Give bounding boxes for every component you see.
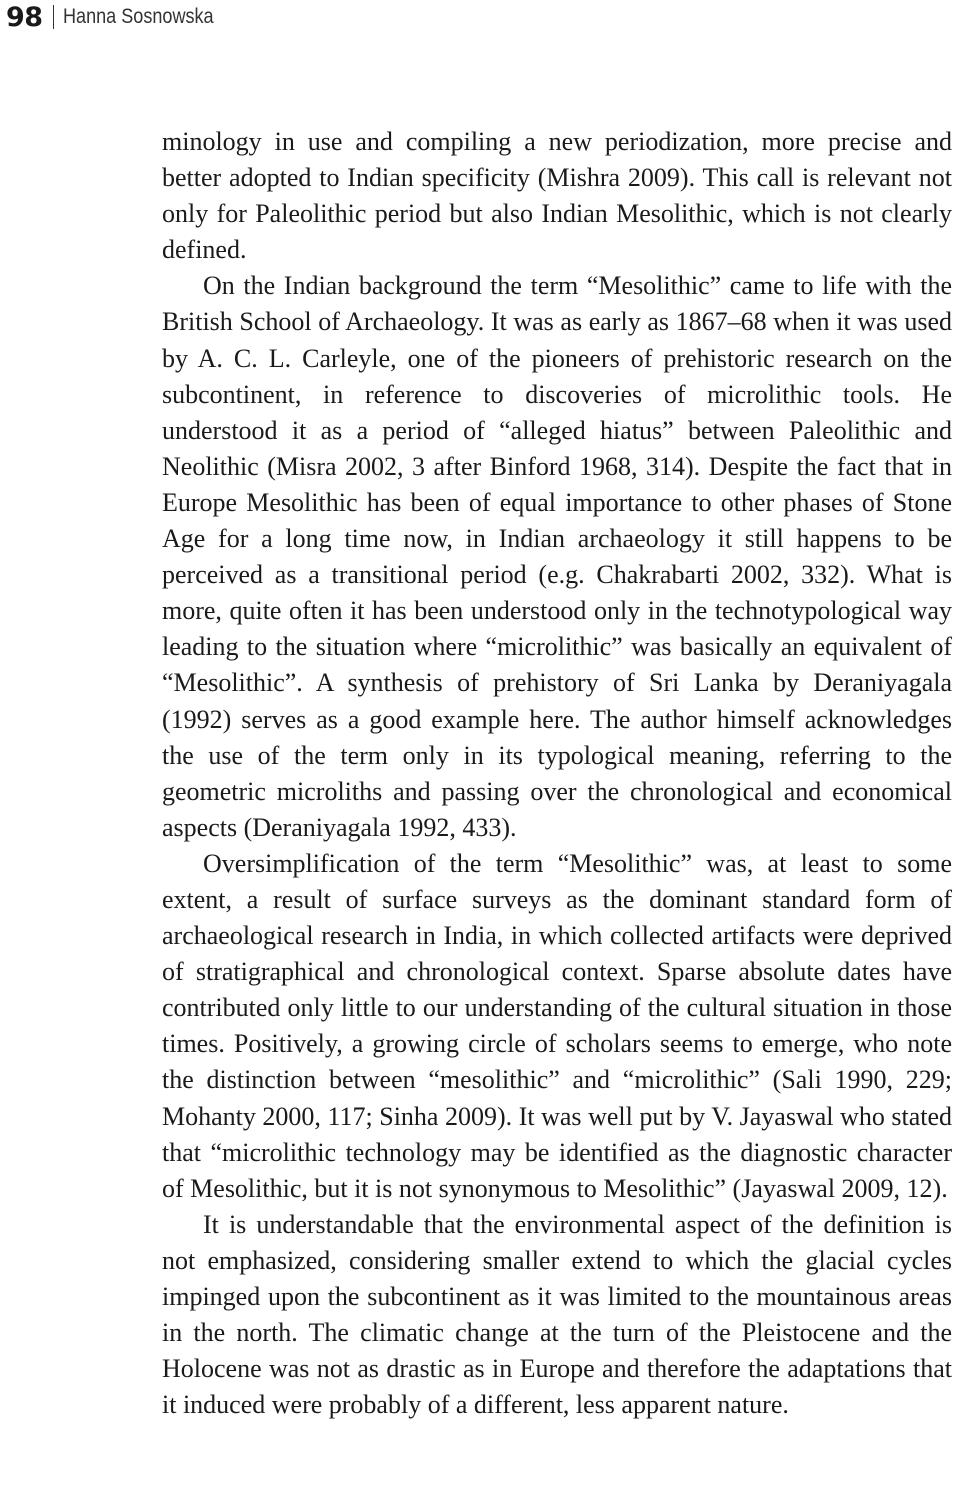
paragraph: On the Indian background the term “Mesolithic” came to life with the British School of Archaeology. It was as early as 1867–68 when it was used by A. C. L. Carleyle, one of the pioneers of prehistoric research on the subcontinent, in reference to discoveries of microlithic tools. He understood it as a period of “alleged hiatus” between Paleolithic and Neolithic (Misra 2002, 3 after Binford 1968, 314). Despite the fact that in Europe Mesolithic has been of equal importance to other phases of Stone Age for a long time now, in Indian archaeology it still happens to be perceived as a transitional period (e.g. Chakrabarti 2002, 332). What is more, quite often it has been understood only in the technotypological way leading to the situation where “microlithic” was basically an equivalent of “Mesolithic”. A synthesis of prehistory of Sri Lanka by Deraniyagala (1992) serves as a good example here. The author himself acknowledges the use of the term only in its typological meaning, referring to the geometric microliths and passing over the chronological and economical aspects (Deraniyagala 1992, 433).	[162, 271, 952, 842]
header-divider	[53, 5, 54, 29]
paragraph-continued: minology in use and compiling a new periodization, more precise and better adopted to Indian specificity (Mishra 2009). This call is relevant not only for Paleolithic period but also Indian Mesolithic, which is not clearly defined.	[162, 127, 952, 265]
running-head-author: Hanna Sosnowska	[62, 5, 214, 28]
body-text	[162, 124, 952, 1423]
paragraph: Oversimplification of the term “Mesolithic” was, at least to some extent, a result of surface surveys as the dominant standard form of archaeological research in India, in which collected artifacts were deprived of stratigraphical and chronological context. Sparse absolute dates have contributed only little to our understanding of the cultural situation in those times. Positively, a growing circle of scholars seems to emerge, who note the distinction between “mesolithic” and “microlithic” (Sali 1990, 229; Mohanty 2000, 117; Sinha 2009). It was well put by V. Jayaswal who stated that “microlithic technology may be identified as the diagnostic character of Mesolithic, but it is not synonymous to Mesolithic” (Jayaswal 2009, 12).	[162, 848, 952, 1203]
paragraph: It is understandable that the environmental aspect of the definition is not emphasized, considering smaller extend to which the glacial cycles impinged upon the subcontinent as it was limited to the mountainous areas in the north. The climatic change at the turn of the Pleistocene and the Holocene was not as drastic as in Europe and therefore the adaptations that it induced were probably of a different, less apparent nature.	[162, 1209, 952, 1420]
running-head	[6, 0, 238, 34]
page-number: 98	[6, 1, 43, 33]
